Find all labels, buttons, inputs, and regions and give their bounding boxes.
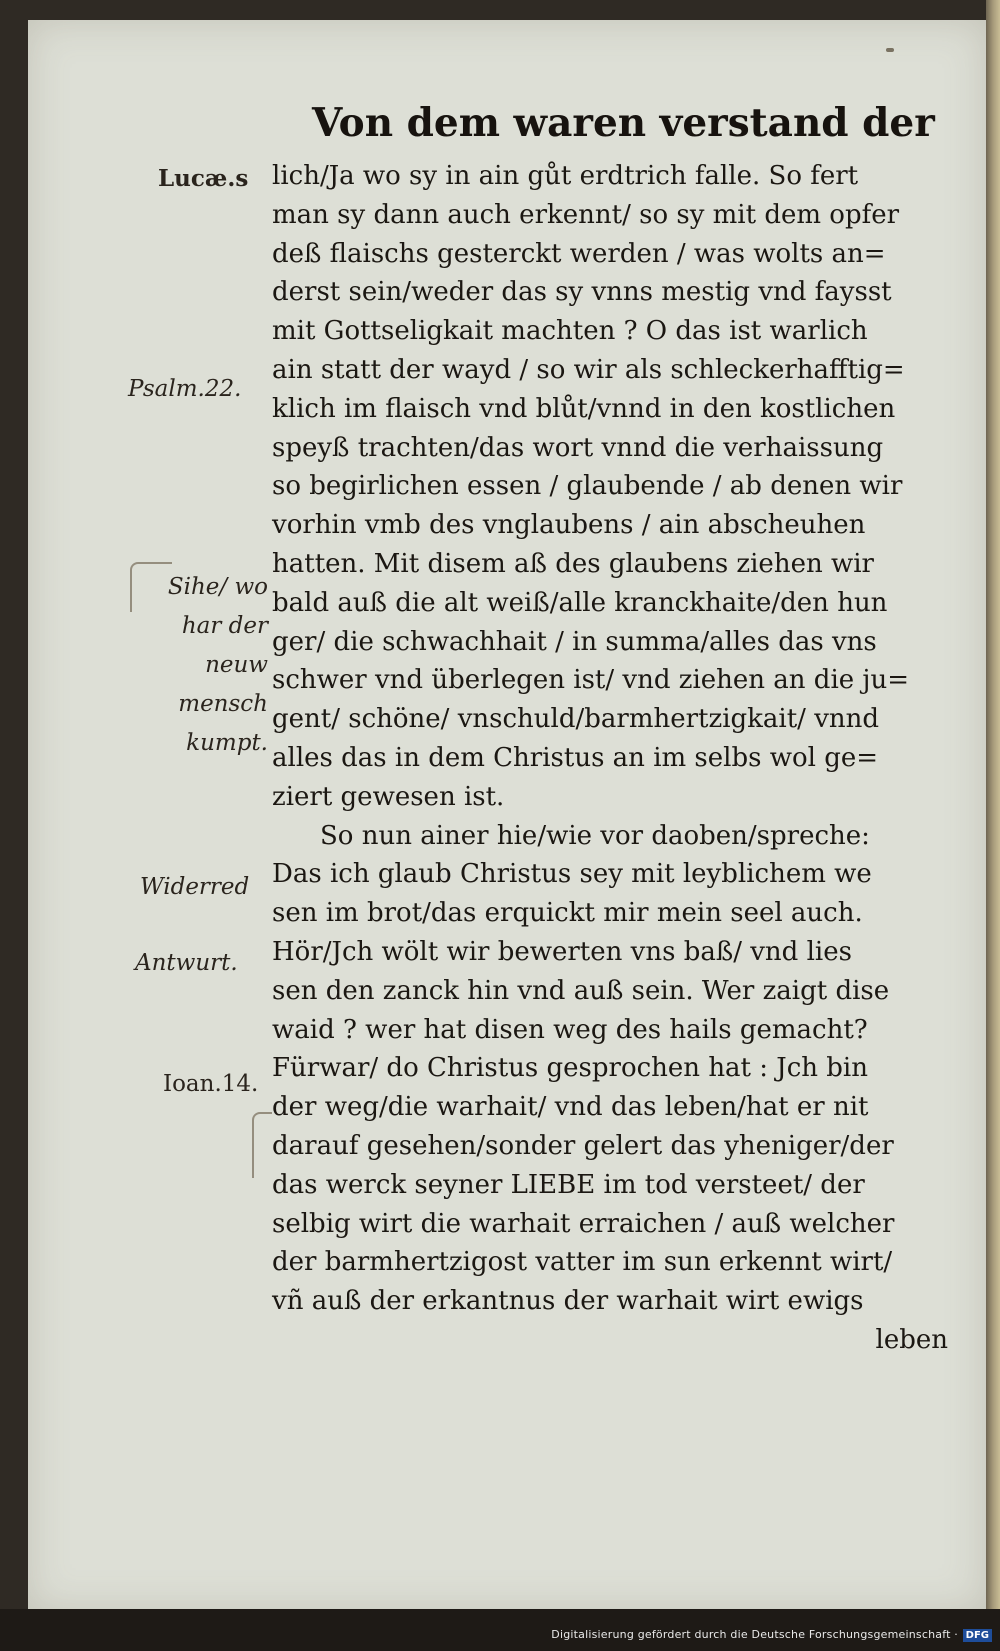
text-line: hatten. Mit disem aß des glaubens ziehen wir	[272, 548, 874, 579]
text-line: klich im flaisch vnd blůt/vnnd in den kostlichen	[272, 393, 896, 424]
text-line: Fürwar/ do Christus gesprochen hat : Jch bin	[272, 1053, 868, 1084]
margin-note-psalm: Psalm.22.	[128, 376, 242, 402]
text-line: Das ich glaub Christus sey mit leyblichem we	[272, 859, 872, 890]
text-line: selbig wirt die warhait erraichen / auß welcher	[272, 1208, 895, 1239]
book-edge	[986, 0, 1000, 1612]
text-line: gent/ schöne/ vnschuld/barmhertzigkait/ vnnd	[272, 704, 880, 735]
margin-note-antwurt: Antwurt.	[135, 950, 238, 976]
text-line: schwer vnd überlegen ist/ vnd ziehen an die ju=	[272, 665, 909, 696]
text-line: der weg/die warhait/ vnd das leben/hat er nit	[272, 1092, 869, 1123]
margin-note-widerred: Widerred	[140, 874, 250, 900]
margin-note-line: Sihe/ wo	[167, 574, 268, 600]
dfg-logo: DFG	[963, 1629, 992, 1642]
text-line: vñ auß der erkantnus der warhait wirt ewigs	[272, 1286, 864, 1317]
page-mark	[886, 48, 894, 52]
text-line: lich/Ja wo sy in ain gůt erdtrich falle. So fert	[272, 161, 859, 191]
margin-note-ioan: Ioan.14.	[163, 1071, 259, 1097]
text-line: mit Gottseligkait machten ? O das ist warlich	[272, 316, 868, 347]
text-line: ger/ die schwachhait / in summa/alles das vns	[272, 626, 877, 657]
text-line: waid ? wer hat disen weg des hails gemacht?	[272, 1014, 868, 1045]
digitization-credit: Digitalisierung gefördert durch die Deutsche Forschungsgemeinschaft ·	[551, 1628, 958, 1641]
text-line: ain statt der wayd / so wir als schleckerhafftig=	[272, 354, 905, 385]
text-line: sen im brot/das erquickt mir mein seel auch.	[272, 898, 863, 929]
body-text	[272, 157, 972, 1360]
text-line: deß flaischs gesterckt werden / was wolts an=	[272, 238, 886, 269]
catchword: leben	[875, 1324, 948, 1355]
text-line: alles das in dem Christus an im selbs wol ge=	[272, 742, 879, 773]
margin-note-lucae: Lucæ.s	[158, 165, 249, 192]
margin-note-line: neuw	[205, 652, 268, 678]
text-line: vorhin vmb des vnglaubens / ain abscheuhen	[272, 510, 866, 541]
text-line: sen den zanck hin vnd auß sein. Wer zaigt dise	[272, 975, 890, 1006]
text-line: derst sein/weder das sy vnns mestig vnd faysst	[272, 277, 892, 308]
text-line: So nun ainer hie/wie vor daoben/spreche:	[320, 820, 870, 851]
text-line: das werck seyner LIEBE im tod versteet/ der	[272, 1169, 865, 1200]
text-line: speyß trachten/das wort vnnd die verhaissung	[272, 432, 884, 463]
scan-footer	[0, 1609, 1000, 1651]
text-line: ziert gewesen ist.	[272, 781, 505, 812]
margin-bracket	[252, 1112, 272, 1178]
text-line: so begirlichen essen / glaubende / ab denen wir	[272, 471, 903, 502]
margin-note-line: har der	[181, 613, 268, 639]
text-line: bald auß die alt weiß/alle kranckhaite/den hun	[272, 587, 888, 618]
margin-note-line: kumpt.	[186, 730, 268, 756]
margin-note-sihe	[118, 568, 268, 763]
text-line: der barmhertzigost vatter im sun erkennt wirt/	[272, 1247, 893, 1278]
margin-note-line: mensch	[178, 691, 268, 717]
text-line: Hör/Jch wölt wir bewerten vns baß/ vnd lies	[272, 936, 852, 967]
text-line: darauf gesehen/sonder gelert das yheniger/der	[272, 1130, 894, 1161]
text-line: man sy dann auch erkennt/ so sy mit dem opfer	[272, 199, 900, 230]
page-title: Von dem waren verstand der	[312, 100, 935, 146]
